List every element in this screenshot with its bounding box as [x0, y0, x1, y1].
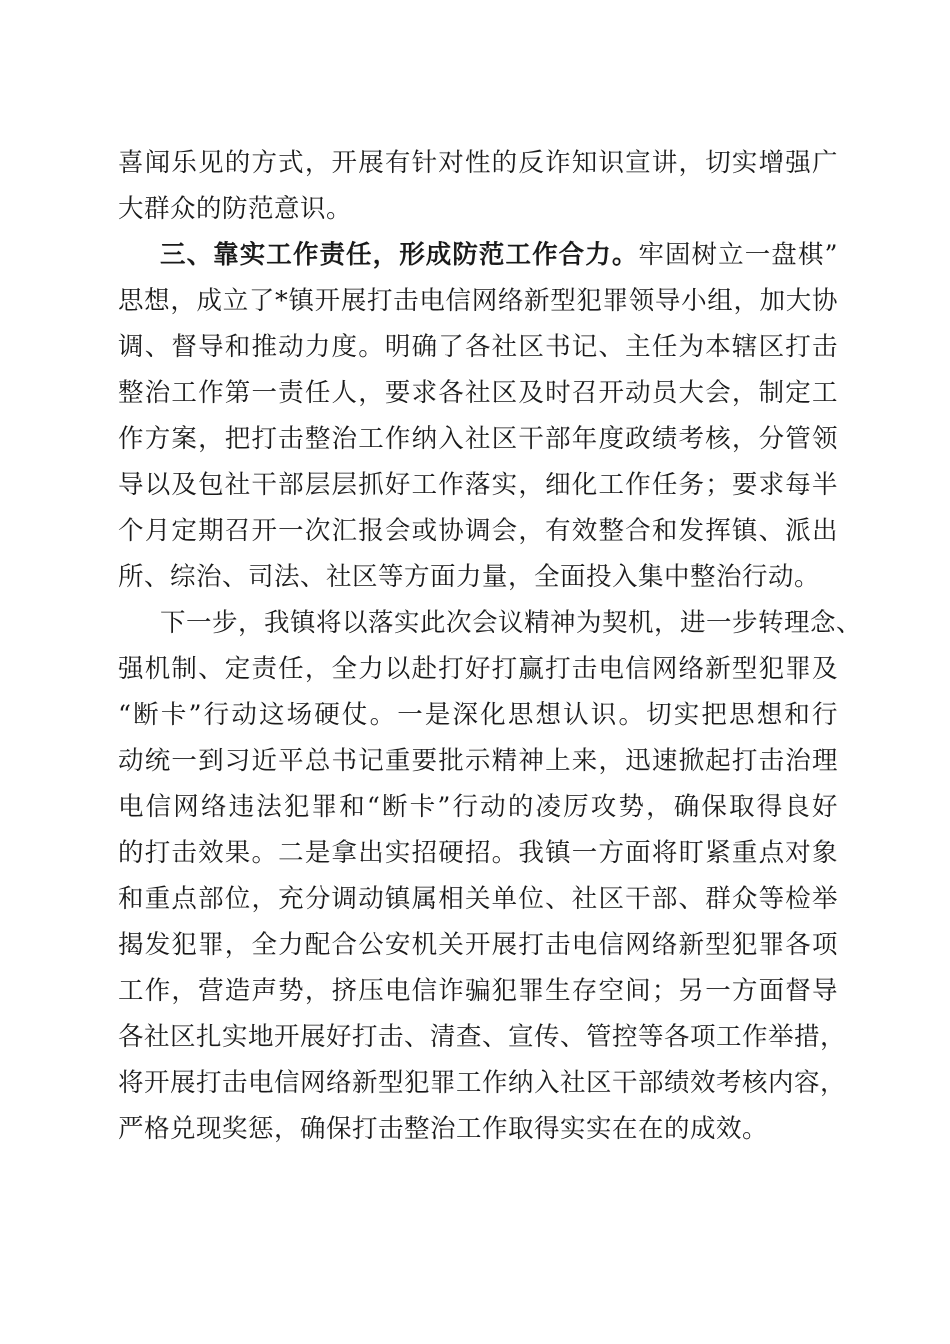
paragraph-2-line-5: 作方案，把打击整治工作纳入社区干部年度政绩考核，分管领 [118, 424, 838, 454]
paragraph-3-line-5: 电信网络违法犯罪和“断卡”行动的凌厉攻势，确保取得良好 [118, 792, 838, 822]
paragraph-3-line-11: 将开展打击电信网络新型犯罪工作纳入社区干部绩效考核内容， [118, 1068, 847, 1098]
paragraph-2-line-6: 导以及包社干部层层抓好工作落实，细化工作任务；要求每半 [118, 470, 838, 500]
paragraph-3-line-4: 动统一到习近平总书记重要批示精神上来，迅速掀起打击治理 [118, 746, 838, 776]
paragraph-3-line-2: 强机制、定责任，全力以赴打好打赢打击电信网络新型犯罪及 [118, 654, 838, 684]
paragraph-2-line-4: 整治工作第一责任人，要求各社区及时召开动员大会，制定工 [118, 378, 838, 408]
paragraph-3-line-10: 各社区扎实地开展好打击、清查、宣传、管控等各项工作举措， [118, 1022, 847, 1052]
section-heading: 三、靠实工作责任，形成防范工作合力。 [160, 240, 639, 270]
paragraph-3-line-7: 和重点部位，充分调动镇属相关单位、社区干部、群众等检举 [118, 884, 838, 914]
paragraph-2-line-3: 调、督导和推动力度。明确了各社区书记、主任为本辖区打击 [118, 332, 838, 362]
paragraph-2-line-2: 思想，成立了*镇开展打击电信网络新型犯罪领导小组，加大协 [118, 286, 838, 316]
paragraph-3-line-3: “断卡”行动这场硬仗。一是深化思想认识。切实把思想和行 [118, 700, 838, 730]
paragraph-3-line-12: 严格兑现奖惩，确保打击整治工作取得实实在在的成效。 [118, 1114, 769, 1144]
paragraph-1-line-2: 大群众的防范意识。 [118, 194, 353, 224]
paragraph-3-line-8: 揭发犯罪，全力配合公安机关开展打击电信网络新型犯罪各项 [118, 930, 838, 960]
paragraph-2-line-1 [160, 232, 838, 278]
paragraph-3-line-1: 下一步，我镇将以落实此次会议精神为契机，进一步转理念、 [160, 608, 863, 638]
paragraph-2-line-1-rest: 牢固树立一盘棋” [638, 240, 838, 270]
paragraph-2-line-7: 个月定期召开一次汇报会或协调会，有效整合和发挥镇、派出 [118, 516, 838, 546]
paragraph-2-line-8: 所、综治、司法、社区等方面力量，全面投入集中整治行动。 [118, 562, 821, 592]
paragraph-3-line-9: 工作，营造声势，挤压电信诈骗犯罪生存空间；另一方面督导 [118, 976, 838, 1006]
paragraph-3-line-6: 的打击效果。二是拿出实招硬招。我镇一方面将盯紧重点对象 [118, 838, 838, 868]
paragraph-1-line-1: 喜闻乐见的方式，开展有针对性的反诈知识宣讲，切实增强广 [118, 148, 838, 178]
